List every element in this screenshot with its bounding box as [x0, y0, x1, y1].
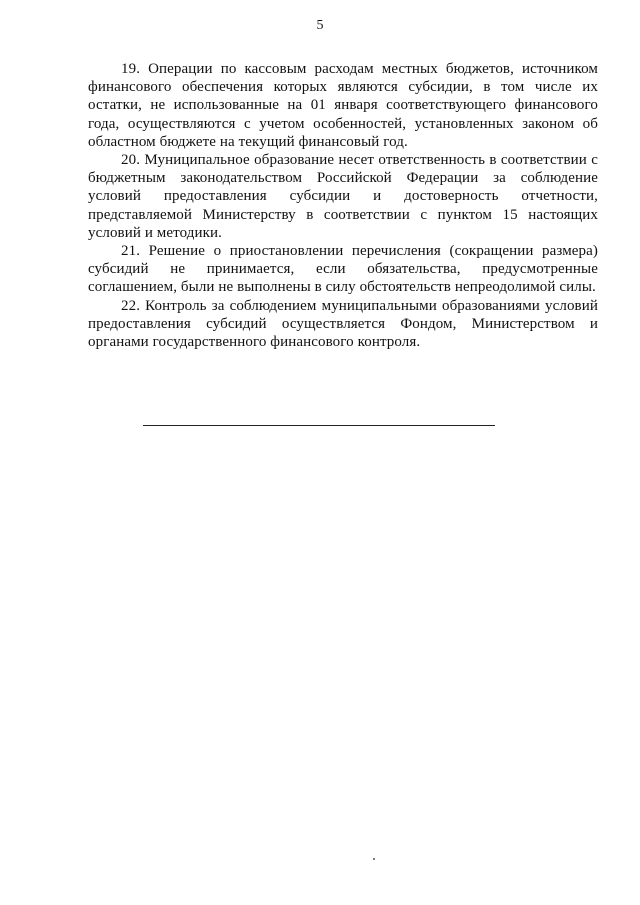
paragraph-20: 20. Муниципальное образование несет ответственность в соответствии с бюджетным законодательством Российской Федерации за соблюдение условий предоставления субсидии и достоверность отчетности, представляемой Министерству в соответствии с пунктом 15 настоящих условий и методики.: [88, 152, 598, 241]
paragraph-22: 22. Контроль за соблюдением муниципальными образованиями условий предоставления субсидий осуществляется Фондом, Министерством и органами государственного финансового контроля.: [88, 297, 598, 351]
page-number: 5: [316, 18, 324, 33]
end-of-document-divider: [143, 425, 495, 426]
paragraph-19: 19. Операции по кассовым расходам местных бюджетов, источником финансового обеспечения которых являются субсидии, в том числе их остатки, не использованные на 01 января соответствующего финансового года, осуществляются с учетом особенностей, установленных законом об областном бюджете на текущий финансовый год.: [88, 61, 598, 150]
document-body: [88, 60, 598, 351]
scan-speck: [373, 858, 375, 860]
paragraph-21: 21. Решение о приостановлении перечисления (сокращении размера) субсидий не принимается, если обязательства, предусмотренные соглашением, были не выполнены в силу обстоятельств непреодолимой силы.: [88, 243, 598, 296]
